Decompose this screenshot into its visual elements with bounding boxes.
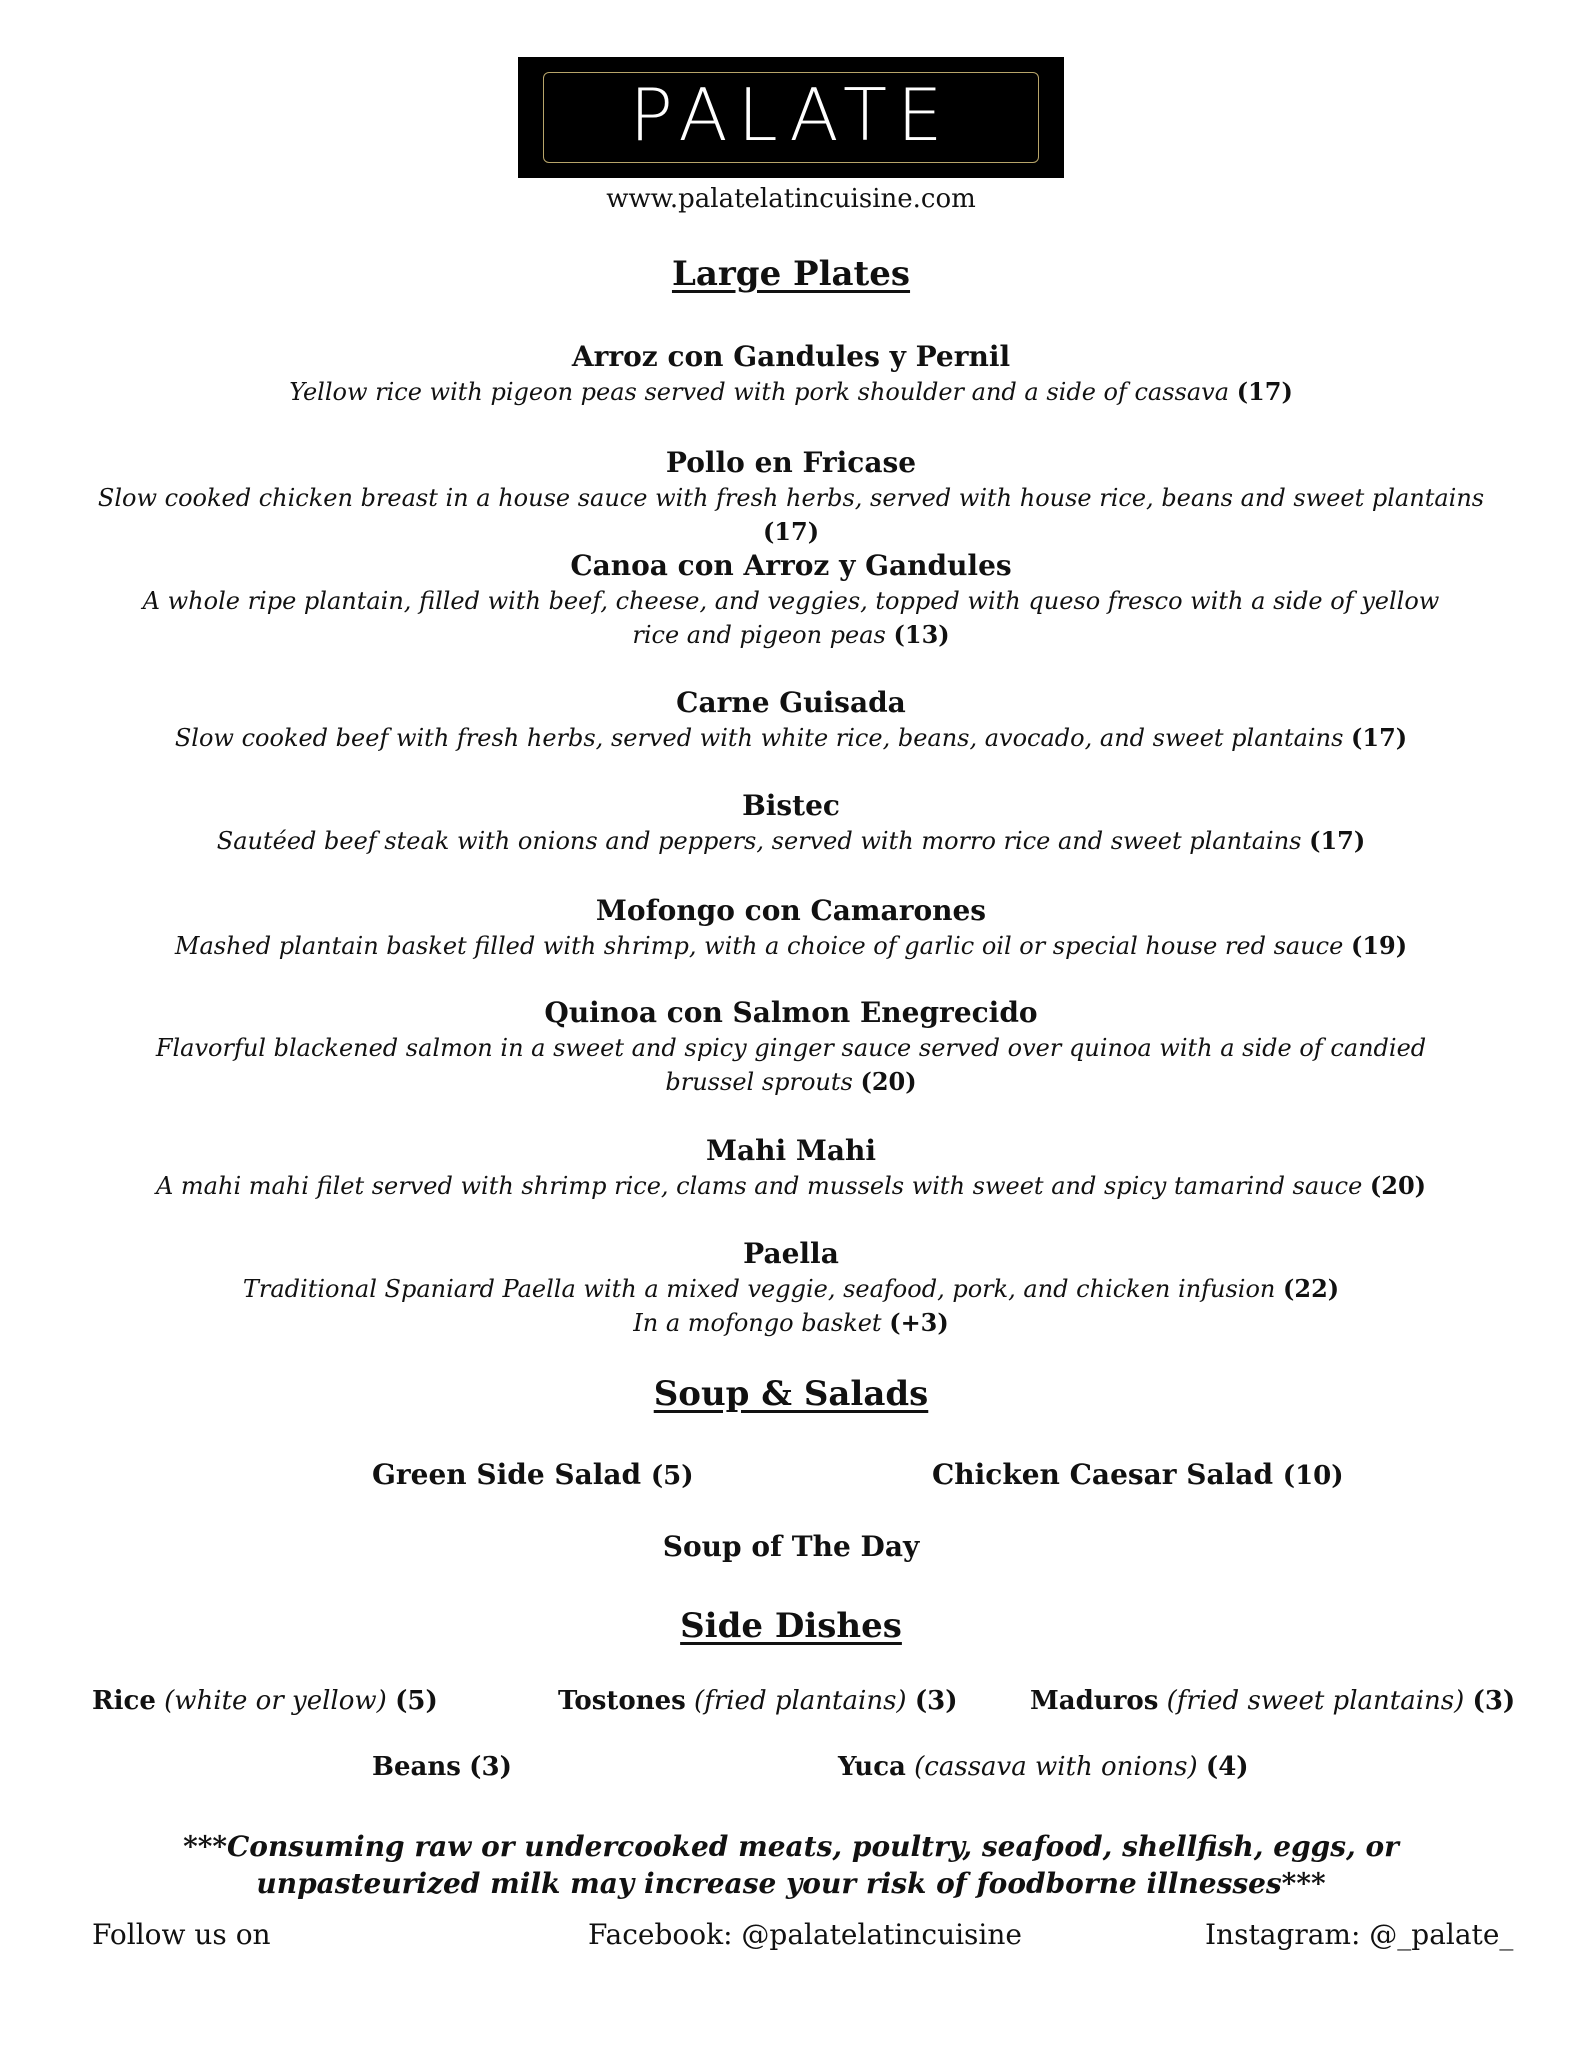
side-desc: (white or yellow) — [164, 1686, 387, 1716]
side-desc: (fried sweet plantains) — [1166, 1686, 1465, 1716]
section-title-large-plates: Large Plates — [671, 254, 911, 294]
item-name: Paella — [743, 1237, 839, 1270]
side-item — [92, 1686, 438, 1716]
item-description — [90, 1169, 1492, 1203]
website-url: www.palatelatincuisine.com — [606, 184, 976, 214]
section-title-side-dishes: Side Dishes — [680, 1606, 902, 1646]
item-price: (20) — [860, 1067, 917, 1096]
footer-facebook: Facebook: @palatelatincuisine — [588, 1918, 1022, 1951]
item-price: (17) — [1236, 377, 1293, 406]
footer-follow: Follow us on — [92, 1918, 271, 1951]
item-extra — [90, 1306, 1492, 1340]
item-price: (17) — [762, 517, 820, 546]
item-desc-text: Sautéed beef steak with onions and peppers, served with morro rice and sweet plantains — [216, 827, 1302, 855]
item-desc-text: Flavorful blackened salmon in a sweet and spicy ginger sauce served over quinoa with a side of candied brussel sprouts — [155, 1034, 1427, 1096]
menu-item — [90, 788, 1492, 858]
salad-name: Chicken Caesar Salad — [932, 1458, 1274, 1491]
menu-item — [90, 1133, 1492, 1203]
item-name: Arroz con Gandules y Pernil — [571, 340, 1011, 373]
side-price: (4) — [1205, 1752, 1249, 1782]
item-desc-text: Traditional Spaniard Paella with a mixed veggie, seafood, pork, and chicken infusion — [242, 1275, 1276, 1303]
item-description — [90, 1272, 1492, 1306]
item-name: Bistec — [742, 789, 840, 822]
logo — [518, 57, 1064, 178]
item-name: Mahi Mahi — [705, 1134, 876, 1167]
salad-name: Green Side Salad — [372, 1458, 642, 1491]
item-description — [90, 375, 1492, 409]
menu-item — [90, 339, 1492, 409]
side-name: Tostones — [558, 1686, 686, 1716]
side-name: Yuca — [838, 1752, 906, 1782]
side-item — [372, 1752, 512, 1782]
item-description — [90, 721, 1492, 755]
side-price: (5) — [395, 1686, 438, 1716]
menu-item — [130, 995, 1452, 1099]
soup-item — [0, 1530, 1582, 1563]
side-desc: (cassava with onions) — [914, 1752, 1198, 1782]
item-price: (19) — [1350, 931, 1408, 960]
item-price: (17) — [1309, 826, 1366, 855]
logo-text: PALATE — [629, 73, 953, 157]
side-item — [558, 1686, 958, 1716]
footer-instagram: Instagram: @_palate_ — [1205, 1918, 1514, 1951]
item-desc-text: Slow cooked beef with fresh herbs, served with white rice, beans, avocado, and sweet plantains — [174, 724, 1344, 752]
side-price: (3) — [469, 1752, 512, 1782]
item-name: Canoa con Arroz y Gandules — [570, 549, 1012, 582]
salad-price: (5) — [650, 1461, 694, 1491]
soup-name: Soup of The Day — [662, 1530, 920, 1563]
menu-item — [90, 685, 1492, 755]
item-price: (17) — [1351, 723, 1408, 752]
menu-item — [90, 1236, 1492, 1340]
side-desc: (fried plantains) — [694, 1686, 907, 1716]
salad-price: (10) — [1282, 1461, 1344, 1491]
item-description — [130, 1031, 1452, 1099]
item-description — [90, 824, 1492, 858]
item-name: Carne Guisada — [676, 686, 906, 719]
item-desc-text: A whole ripe plantain, filled with beef, cheese, and veggies, topped with queso fresco with a side of yellow rice and pigeon peas — [142, 587, 1440, 649]
item-name: Pollo en Fricase — [665, 446, 917, 479]
side-price: (3) — [1472, 1686, 1516, 1716]
side-item — [838, 1752, 1249, 1782]
side-name: Rice — [92, 1686, 156, 1716]
menu-item — [90, 445, 1492, 549]
item-desc-text: Slow cooked chicken breast in a house sauce with fresh herbs, served with house rice, beans and sweet plantains — [97, 484, 1485, 512]
item-desc-text: Yellow rice with pigeon peas served with pork shoulder and a side of cassava — [289, 378, 1230, 406]
section-title-soup-salads: Soup & Salads — [653, 1374, 929, 1414]
item-description — [90, 481, 1492, 549]
health-warning: ***Consuming raw or undercooked meats, poultry, seafood, shellfish, eggs, or unpasteurized milk may increase your risk of foodborne illnesses*** — [183, 1830, 1399, 1900]
item-price: (13) — [893, 620, 950, 649]
item-desc-text: A mahi mahi filet served with shrimp rice, clams and mussels with sweet and spicy tamarind sauce — [155, 1172, 1363, 1200]
item-price: (20) — [1369, 1171, 1427, 1200]
item-desc-text: Mashed plantain basket filled with shrimp, with a choice of garlic oil or special house red sauce — [174, 932, 1344, 960]
item-name: Quinoa con Salmon Enegrecido — [544, 996, 1038, 1029]
item-extra-text: In a mofongo basket — [633, 1309, 882, 1337]
side-item — [1030, 1686, 1515, 1716]
item-description — [90, 929, 1492, 963]
side-name: Maduros — [1030, 1686, 1159, 1716]
salad-item — [372, 1458, 694, 1491]
side-price: (3) — [914, 1686, 958, 1716]
item-description — [120, 584, 1462, 652]
menu-item — [120, 548, 1462, 652]
item-price: (22) — [1283, 1274, 1340, 1303]
item-name: Mofongo con Camarones — [595, 894, 987, 927]
menu-item — [90, 893, 1492, 963]
item-extra-price: (+3) — [889, 1308, 949, 1337]
side-name: Beans — [372, 1752, 461, 1782]
salad-item — [932, 1458, 1344, 1491]
